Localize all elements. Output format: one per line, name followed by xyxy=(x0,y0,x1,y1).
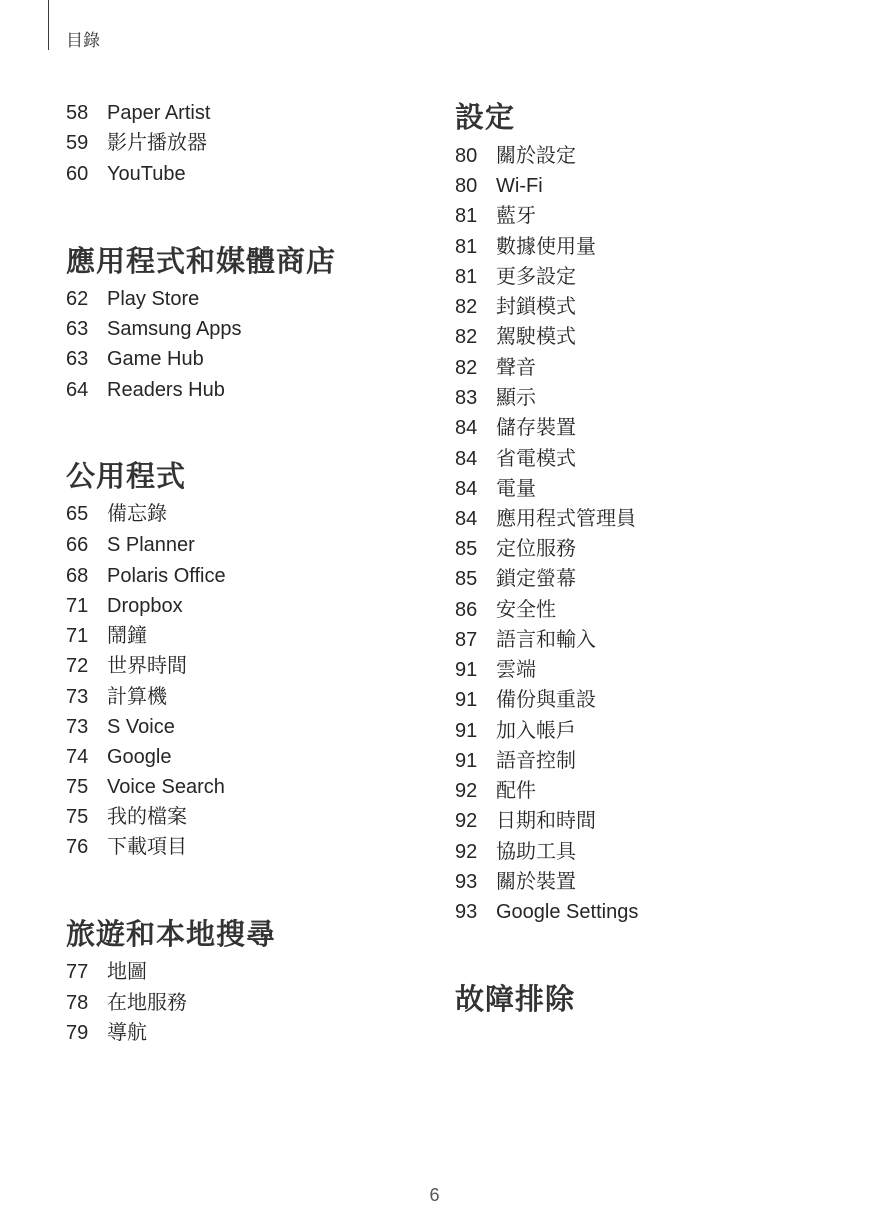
toc-entry-page: 63 xyxy=(66,318,89,340)
section-heading: 故障排除 xyxy=(455,984,576,1016)
toc-entry-page: 79 xyxy=(66,1022,89,1044)
toc-entry[interactable] xyxy=(455,293,576,321)
toc-entry-page: 84 xyxy=(455,478,478,500)
toc-entry-page: 75 xyxy=(66,806,89,828)
toc-entry-title: Voice Search xyxy=(107,776,225,798)
toc-entry[interactable] xyxy=(66,773,225,801)
toc-entry-page: 93 xyxy=(455,871,478,893)
toc-entry-page: 92 xyxy=(455,780,478,802)
toc-entry-title: YouTube xyxy=(107,163,186,185)
toc-entry-title: 駕駛模式 xyxy=(496,326,576,348)
toc-entry-title: 定位服務 xyxy=(496,538,576,560)
toc-entry-title: 配件 xyxy=(496,780,536,802)
toc-entry-page: 66 xyxy=(66,534,89,556)
toc-entry[interactable] xyxy=(66,376,225,404)
toc-entry-title: 備忘錄 xyxy=(107,503,167,525)
toc-entry-title: 關於設定 xyxy=(496,145,576,167)
toc-entry[interactable] xyxy=(455,656,536,684)
toc-entry-page: 73 xyxy=(66,686,89,708)
toc-entry-page: 82 xyxy=(455,296,478,318)
toc-entry[interactable] xyxy=(66,500,167,528)
toc-entry-title: Readers Hub xyxy=(107,379,225,401)
toc-entry-title: Paper Artist xyxy=(107,102,211,124)
toc-entry[interactable] xyxy=(66,622,147,650)
toc-entry-page: 92 xyxy=(455,810,478,832)
toc-entry-page: 84 xyxy=(455,508,478,530)
toc-entry-page: 81 xyxy=(455,236,478,258)
toc-entry[interactable] xyxy=(455,596,556,624)
toc-entry[interactable] xyxy=(455,233,596,261)
toc-entry-title: Samsung Apps xyxy=(107,318,242,340)
toc-entry[interactable] xyxy=(455,686,596,714)
toc-entry-title: 顯示 xyxy=(496,387,536,409)
toc-entry[interactable] xyxy=(455,445,576,473)
toc-entry-title: 封鎖模式 xyxy=(496,296,576,318)
toc-entry-title: 地圖 xyxy=(107,961,147,983)
page-number: 6 xyxy=(429,1185,440,1205)
toc-entry-page: 71 xyxy=(66,625,89,647)
toc-entry[interactable] xyxy=(66,683,167,711)
toc-entry-page: 80 xyxy=(455,145,478,167)
toc-entry[interactable] xyxy=(455,535,576,563)
toc-entry[interactable] xyxy=(455,263,576,291)
toc-entry[interactable] xyxy=(455,384,536,412)
toc-entry-title: 應用程式管理員 xyxy=(496,508,636,530)
toc-entry[interactable] xyxy=(455,626,596,654)
toc-entry[interactable] xyxy=(66,803,187,831)
toc-entry-title: Wi-Fi xyxy=(496,175,543,197)
toc-entry-page: 93 xyxy=(455,901,478,923)
section-heading: 設定 xyxy=(455,102,516,134)
toc-entry-page: 58 xyxy=(66,102,89,124)
toc-entry[interactable] xyxy=(455,202,536,230)
toc-entry[interactable] xyxy=(66,592,183,620)
toc-entry-page: 78 xyxy=(66,992,89,1014)
toc-entry-title: 日期和時間 xyxy=(496,810,596,832)
toc-entry-page: 83 xyxy=(455,387,478,409)
toc-entry[interactable] xyxy=(455,475,536,503)
toc-entry[interactable] xyxy=(455,747,576,775)
toc-entry[interactable] xyxy=(66,99,210,127)
toc-entry[interactable] xyxy=(66,958,147,986)
toc-entry-title: 電量 xyxy=(496,478,536,500)
section-heading: 應用程式和媒體商店 xyxy=(66,246,337,278)
toc-entry[interactable] xyxy=(455,777,536,805)
toc-entry[interactable] xyxy=(66,833,187,861)
toc-entry-title: Polaris Office xyxy=(107,565,226,587)
toc-entry-title: Dropbox xyxy=(107,595,183,617)
toc-entry[interactable] xyxy=(455,565,576,593)
toc-entry-page: 91 xyxy=(455,659,478,681)
toc-entry-page: 72 xyxy=(66,655,89,677)
toc-entry-page: 65 xyxy=(66,503,89,525)
toc-entry-title: 我的檔案 xyxy=(107,806,187,828)
toc-entry-title: 省電模式 xyxy=(496,448,576,470)
toc-entry-page: 77 xyxy=(66,961,89,983)
toc-entry[interactable] xyxy=(66,315,242,343)
section-heading: 公用程式 xyxy=(66,461,187,493)
toc-entry[interactable] xyxy=(66,345,204,373)
toc-entry[interactable] xyxy=(66,1019,147,1047)
toc-entry-page: 85 xyxy=(455,568,478,590)
toc-entry-page: 86 xyxy=(455,599,478,621)
toc-entry-title: 關於裝置 xyxy=(496,871,576,893)
toc-entry-title: 藍牙 xyxy=(496,205,536,227)
toc-entry-title: 計算機 xyxy=(107,686,167,708)
toc-entry[interactable] xyxy=(66,989,187,1017)
toc-entry-page: 60 xyxy=(66,163,89,185)
toc-entry-page: 64 xyxy=(66,379,89,401)
toc-entry-title: 語音控制 xyxy=(496,750,576,772)
toc-entry[interactable] xyxy=(455,838,576,866)
toc-entry-title: 加入帳戶 xyxy=(496,720,576,742)
toc-entry[interactable] xyxy=(66,713,175,741)
toc-entry-title: 儲存裝置 xyxy=(496,417,576,439)
toc-entry-page: 80 xyxy=(455,175,478,197)
toc-entry-page: 75 xyxy=(66,776,89,798)
toc-entry-page: 63 xyxy=(66,348,89,370)
toc-entry-title: Game Hub xyxy=(107,348,204,370)
toc-entry-page: 81 xyxy=(455,205,478,227)
toc-entry-page: 84 xyxy=(455,417,478,439)
toc-entry-page: 59 xyxy=(66,132,89,154)
toc-entry-page: 74 xyxy=(66,746,89,768)
toc-entry[interactable] xyxy=(455,505,636,533)
toc-entry-title: 世界時間 xyxy=(107,655,187,677)
toc-entry-title: 影片播放器 xyxy=(107,132,207,154)
toc-entry-title: 雲端 xyxy=(496,659,536,681)
toc-entry-title: 更多設定 xyxy=(496,266,576,288)
toc-entry-title: Google Settings xyxy=(496,901,639,923)
toc-entry-page: 91 xyxy=(455,750,478,772)
toc-entry[interactable] xyxy=(455,807,596,835)
toc-entry[interactable] xyxy=(455,717,576,745)
toc-entry-title: 導航 xyxy=(107,1022,147,1044)
toc-entry[interactable] xyxy=(455,898,638,926)
toc-entry-page: 81 xyxy=(455,266,478,288)
toc-entry-page: 92 xyxy=(455,841,478,863)
toc-entry-title: 語言和輸入 xyxy=(496,629,596,651)
toc-entry-page: 82 xyxy=(455,326,478,348)
toc-entry-page: 91 xyxy=(455,720,478,742)
toc-entry-title: S Voice xyxy=(107,716,175,738)
toc-entry[interactable] xyxy=(455,172,543,200)
header-rule xyxy=(48,0,49,50)
toc-entry[interactable] xyxy=(66,531,195,559)
toc-entry[interactable] xyxy=(66,129,207,157)
toc-entry-page: 71 xyxy=(66,595,89,617)
toc-entry[interactable] xyxy=(455,142,576,170)
toc-entry-title: Play Store xyxy=(107,288,200,310)
toc-entry-title: 在地服務 xyxy=(107,992,187,1014)
toc-entry[interactable] xyxy=(455,868,576,896)
toc-entry-page: 62 xyxy=(66,288,89,310)
toc-entry[interactable] xyxy=(455,414,576,442)
toc-entry-title: 安全性 xyxy=(496,599,556,621)
section-heading: 旅遊和本地搜尋 xyxy=(66,919,277,951)
toc-entry-title: 備份與重設 xyxy=(496,689,596,711)
toc-entry-title: 聲音 xyxy=(496,357,536,379)
toc-entry-title: 數據使用量 xyxy=(496,236,596,258)
toc-entry[interactable] xyxy=(66,562,226,590)
toc-entry[interactable] xyxy=(455,354,536,382)
toc-entry-title: 協助工具 xyxy=(496,841,576,863)
toc-entry[interactable] xyxy=(66,160,186,188)
toc-entry-title: S Planner xyxy=(107,534,195,556)
header-title: 目錄 xyxy=(66,31,100,50)
toc-entry-page: 68 xyxy=(66,565,89,587)
toc-entry-page: 76 xyxy=(66,836,89,858)
toc-entry-title: 鎖定螢幕 xyxy=(496,568,576,590)
toc-entry-title: 下載項目 xyxy=(107,836,187,858)
toc-entry-title: Google xyxy=(107,746,172,768)
toc-entry[interactable] xyxy=(66,285,199,313)
toc-entry[interactable] xyxy=(455,323,576,351)
toc-entry[interactable] xyxy=(66,652,187,680)
toc-entry[interactable] xyxy=(66,743,172,771)
toc-entry-page: 85 xyxy=(455,538,478,560)
toc-entry-title: 鬧鐘 xyxy=(107,625,147,647)
toc-entry-page: 84 xyxy=(455,448,478,470)
toc-entry-page: 87 xyxy=(455,629,478,651)
toc-entry-page: 82 xyxy=(455,357,478,379)
toc-entry-page: 73 xyxy=(66,716,89,738)
toc-entry-page: 91 xyxy=(455,689,478,711)
